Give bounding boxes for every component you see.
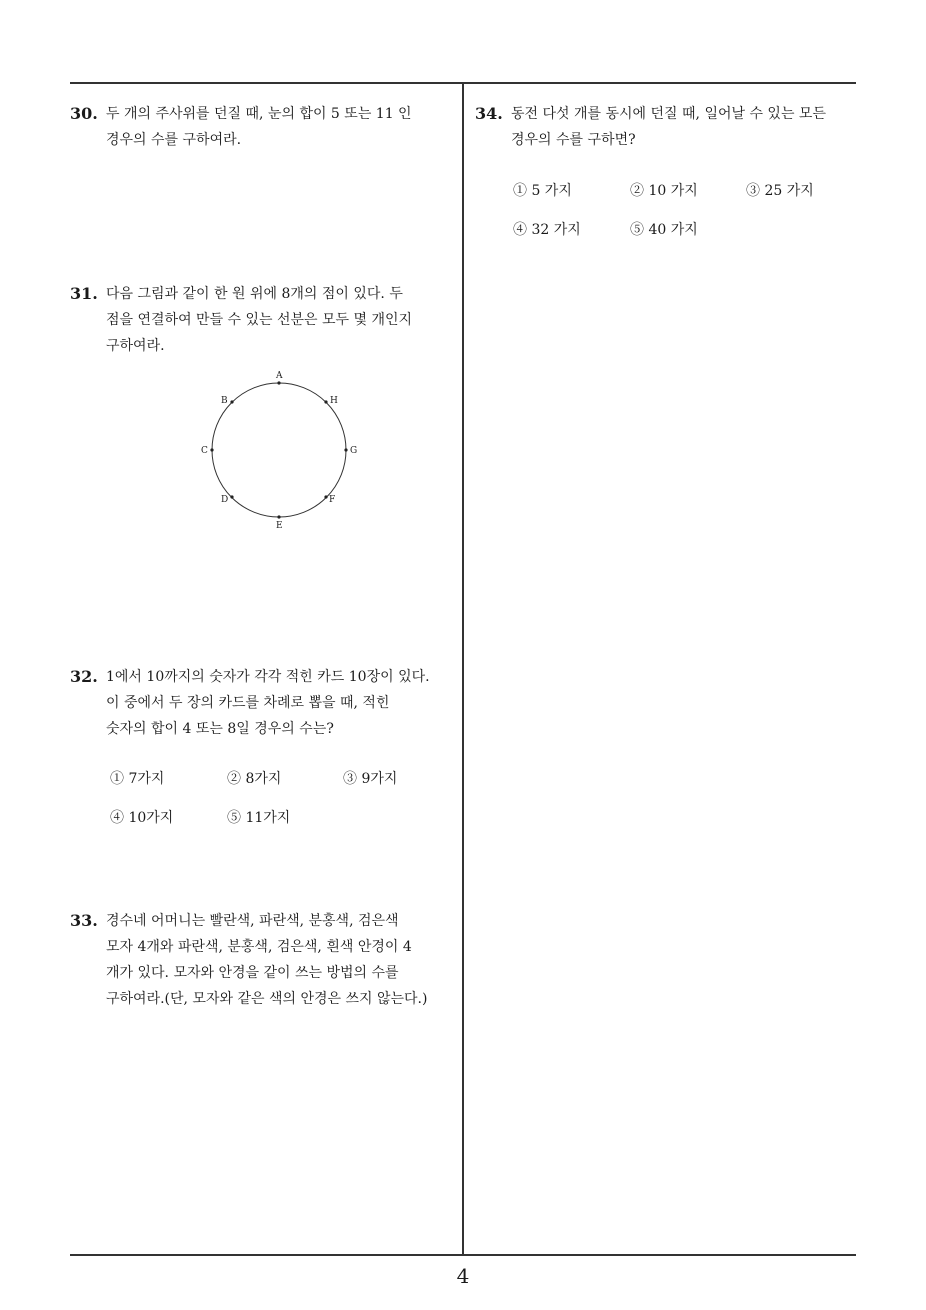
question-line: 경우의 수를 구하여라. (106, 132, 242, 148)
question-line: 모자 4개와 파란색, 분홍색, 검은색, 흰색 안경이 4 (106, 939, 412, 955)
point-h (324, 400, 327, 403)
label-c: C (201, 446, 208, 456)
question-line: 경우의 수를 구하면? (511, 132, 636, 148)
question-line: 두 개의 주사위를 던질 때, 눈의 합이 5 또는 11 인 (106, 106, 412, 122)
choice-1[interactable]: ① 5 가지 (513, 183, 572, 199)
choice-1[interactable]: ① 7가지 (110, 771, 165, 787)
question-32 (70, 664, 430, 742)
question-line: 점을 연결하여 만들 수 있는 선분은 모두 몇 개인지 (106, 312, 413, 328)
question-33 (70, 908, 427, 1012)
point-c (210, 448, 213, 451)
point-g (344, 448, 347, 451)
question-line: 경수네 어머니는 빨란색, 파란색, 분홍색, 검은색 (106, 913, 399, 929)
choice-3[interactable]: ③ 9가지 (343, 771, 398, 787)
question-30 (70, 101, 412, 153)
point-b (230, 400, 233, 403)
label-h: H (330, 396, 338, 406)
question-line: 동전 다섯 개를 동시에 던질 때, 일어날 수 있는 모든 (511, 106, 826, 122)
choice-4[interactable]: ④ 32 가지 (513, 222, 581, 238)
question-number: 31. (70, 284, 98, 303)
label-f: F (329, 495, 336, 505)
point-e (277, 515, 280, 518)
label-d: D (221, 495, 229, 505)
label-b: B (221, 396, 228, 406)
question-text (106, 664, 430, 742)
point-d (230, 495, 233, 498)
choice-5[interactable]: ⑤ 40 가지 (630, 222, 698, 238)
choice-2[interactable]: ② 10 가지 (630, 183, 698, 199)
question-number: 33. (70, 911, 98, 930)
question-line: 다음 그림과 같이 한 원 위에 8개의 점이 있다. 두 (106, 286, 403, 302)
choice-2[interactable]: ② 8가지 (227, 771, 282, 787)
question-line: 구하여라.(단, 모자와 같은 색의 안경은 쓰지 않는다.) (106, 991, 428, 1007)
question-34 (475, 101, 826, 153)
label-a: A (276, 371, 283, 381)
label-e: E (276, 521, 283, 531)
question-line: 개가 있다. 모자와 안경을 같이 쓰는 방법의 수를 (106, 965, 399, 981)
label-g: G (350, 446, 358, 456)
question-number: 30. (70, 104, 98, 123)
question-line: 1에서 10까지의 숫자가 각각 적힌 카드 10장이 있다. (106, 669, 430, 685)
point-f (324, 495, 327, 498)
question-line: 숫자의 합이 4 또는 8일 경우의 수는? (106, 721, 334, 737)
choice-3[interactable]: ③ 25 가지 (746, 183, 814, 199)
question-text (106, 101, 412, 153)
question-text (106, 908, 427, 1012)
point-a (277, 381, 280, 384)
column-divider (462, 82, 464, 1256)
page-number: 4 (456, 1264, 470, 1288)
question-line: 이 중에서 두 장의 카드를 차례로 뽑을 때, 적힌 (106, 695, 390, 711)
choice-5[interactable]: ⑤ 11가지 (227, 810, 291, 826)
question-text (106, 281, 412, 359)
question-number: 34. (475, 104, 503, 123)
choice-4[interactable]: ④ 10가지 (110, 810, 174, 826)
question-line: 구하여라. (106, 338, 165, 354)
question-number: 32. (70, 667, 98, 686)
question-31 (70, 281, 412, 359)
question-text (511, 101, 826, 153)
circle-figure (190, 362, 370, 537)
